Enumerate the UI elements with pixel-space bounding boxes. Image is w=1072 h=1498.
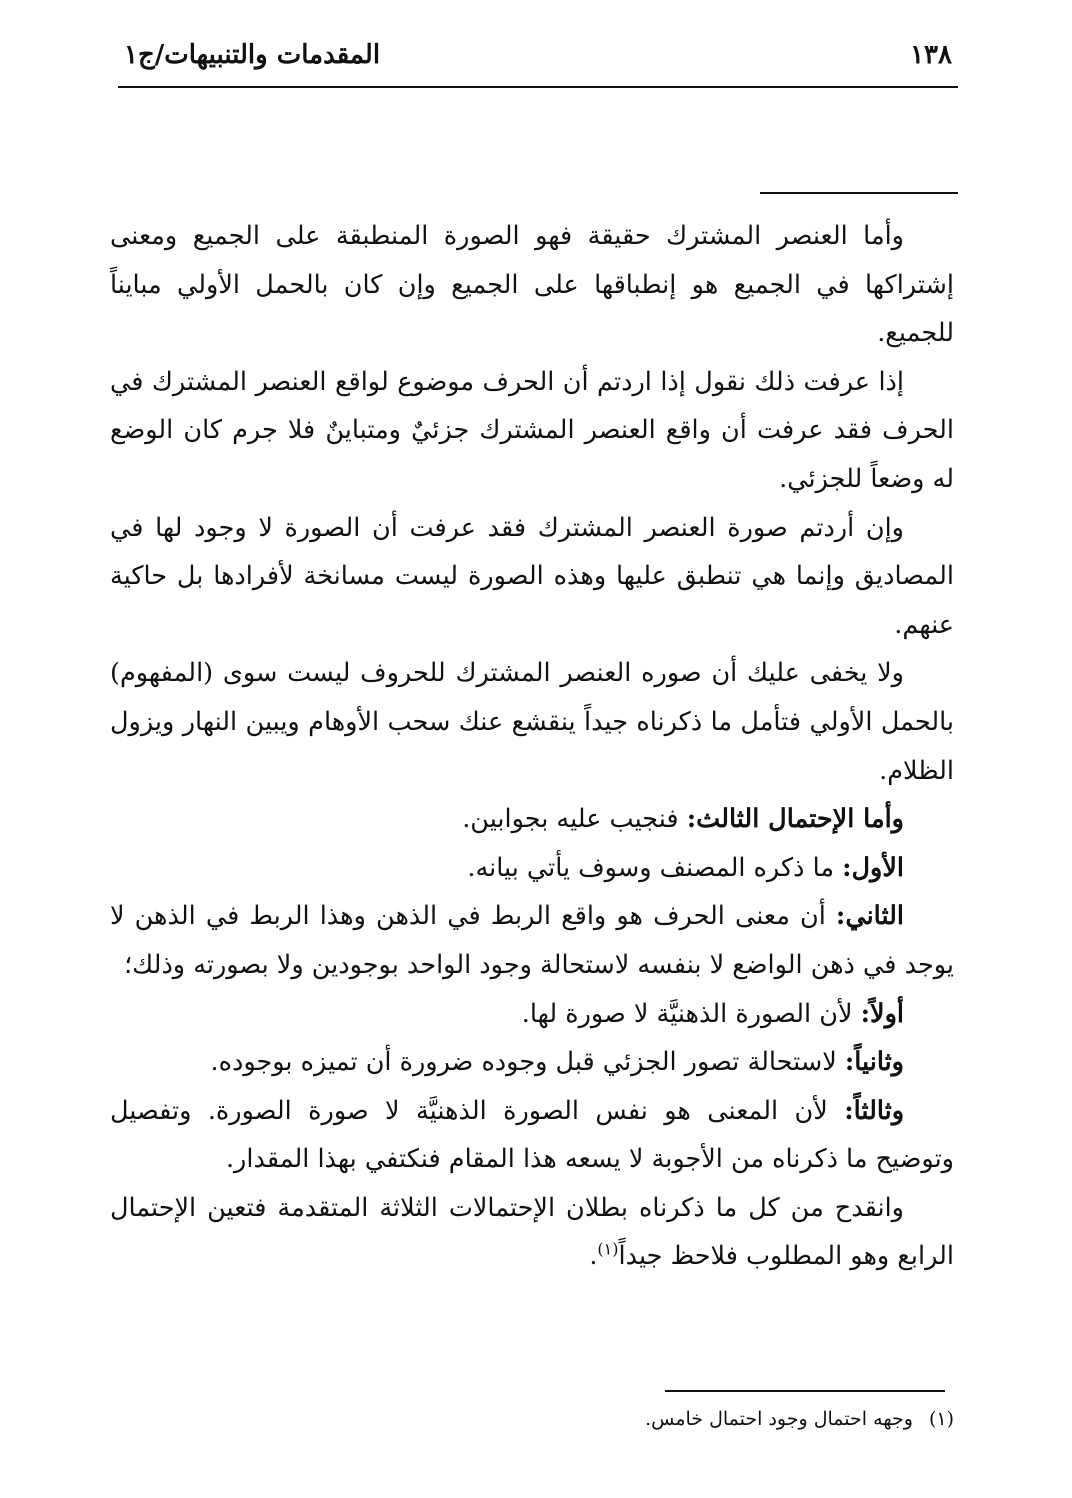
- paragraph: [110, 844, 954, 893]
- paragraph-text: لأن المعنى هو نفس الصورة الذهنيَّة لا صورة الصورة. وتفصيل وتوضيح ما ذكرناه من الأجوبة لا يسعه هذا المقام فنكتفي بهذا المقدار.: [110, 1095, 954, 1175]
- paragraph: [110, 504, 954, 650]
- paragraph-label: وأما الإحتمال الثالث:: [686, 804, 904, 835]
- paragraph-text: إذا عرفت ذلك نقول إذا اردتم أن الحرف موضوع لواقع العنصر المشترك في الحرف فقد عرفت أن واقع العنصر المشترك جزئيٌ ومتباينٌ فلا جرم كان الوضع له وضعاً للجزئي.: [110, 366, 954, 494]
- paragraph-text: وانقدح من كل ما ذكرناه بطلان الإحتمالات الثلاثة المتقدمة فتعين الإحتمال الرابع وهو المطلوب فلاحظ جيداً: [110, 1192, 954, 1272]
- paragraph-text: فنجيب عليه بجوابين.: [462, 804, 679, 835]
- body-text: [110, 212, 954, 1281]
- paragraph-end: .: [589, 1241, 598, 1272]
- paragraph-label: الثاني:: [835, 901, 905, 932]
- paragraph-text: ما ذكره المصنف وسوف يأتي بيانه.: [467, 852, 834, 883]
- paragraph-label: الأول:: [842, 852, 904, 883]
- header-rule: [118, 86, 958, 88]
- paragraph-text: ولا يخفى عليك أن صوره العنصر المشترك للحروف ليست سوى (المفهوم) بالحمل الأولي فتأمل ما ذكرناه جيداً ينقشع عنك سحب الأوهام ويبين النهار ويزول الظلام.: [110, 658, 954, 786]
- paragraph: [110, 1087, 954, 1184]
- footnote-reference[interactable]: (١): [597, 1239, 619, 1259]
- paragraph: [110, 1184, 954, 1281]
- paragraph-label: وثالثاً:: [844, 1095, 905, 1126]
- footnote-rule: [665, 1390, 945, 1392]
- paragraph-text: لأن الصورة الذهنيَّة لا صورة لها.: [521, 998, 853, 1029]
- paragraph: [110, 358, 954, 504]
- paragraph: [110, 212, 954, 358]
- paragraph-text: وإن أردتم صورة العنصر المشترك فقد عرفت أن الصورة لا وجود لها في المصاديق وإنما هي تنطبق عليها وهذه الصورة ليست مسانخة لأفرادها بل حاكية عنهم.: [110, 512, 954, 640]
- paragraph: [110, 1038, 954, 1087]
- paragraph-label: أولاً:: [860, 998, 904, 1029]
- book-title: المقدمات والتنبيهات/ج١: [124, 40, 381, 70]
- running-header: [118, 38, 958, 82]
- paragraph-text: أن معنى الحرف هو واقع الربط في الذهن وهذا الربط في الذهن لا يوجد في ذهن الواضع لا بنفسه لاستحالة وجود الواحد بوجودين ولا بصورته وذلك؛: [110, 901, 954, 980]
- paragraph-text: لاستحالة تصور الجزئي قبل وجوده ضرورة أن تميزه بوجوده.: [210, 1047, 837, 1078]
- page-number: ١٣٨: [910, 40, 952, 70]
- paragraph: [110, 990, 954, 1039]
- paragraph: [110, 649, 954, 795]
- footnote: [645, 1408, 954, 1430]
- paragraph: [110, 892, 954, 989]
- section-separator: [760, 192, 958, 194]
- paragraph-text: وأما العنصر المشترك حقيقة فهو الصورة المنطبقة على الجميع ومعنى إشتراكها في الجميع هو إنطباقها على الجميع وإن كان بالحمل الأولي مبايناً للجميع.: [110, 221, 954, 349]
- paragraph-label: وثانياً:: [844, 1047, 904, 1078]
- paragraph: [110, 795, 954, 844]
- footnote-text: وجهه احتمال وجود احتمال خامس.: [645, 1408, 913, 1430]
- footnote-number: (١): [928, 1408, 954, 1430]
